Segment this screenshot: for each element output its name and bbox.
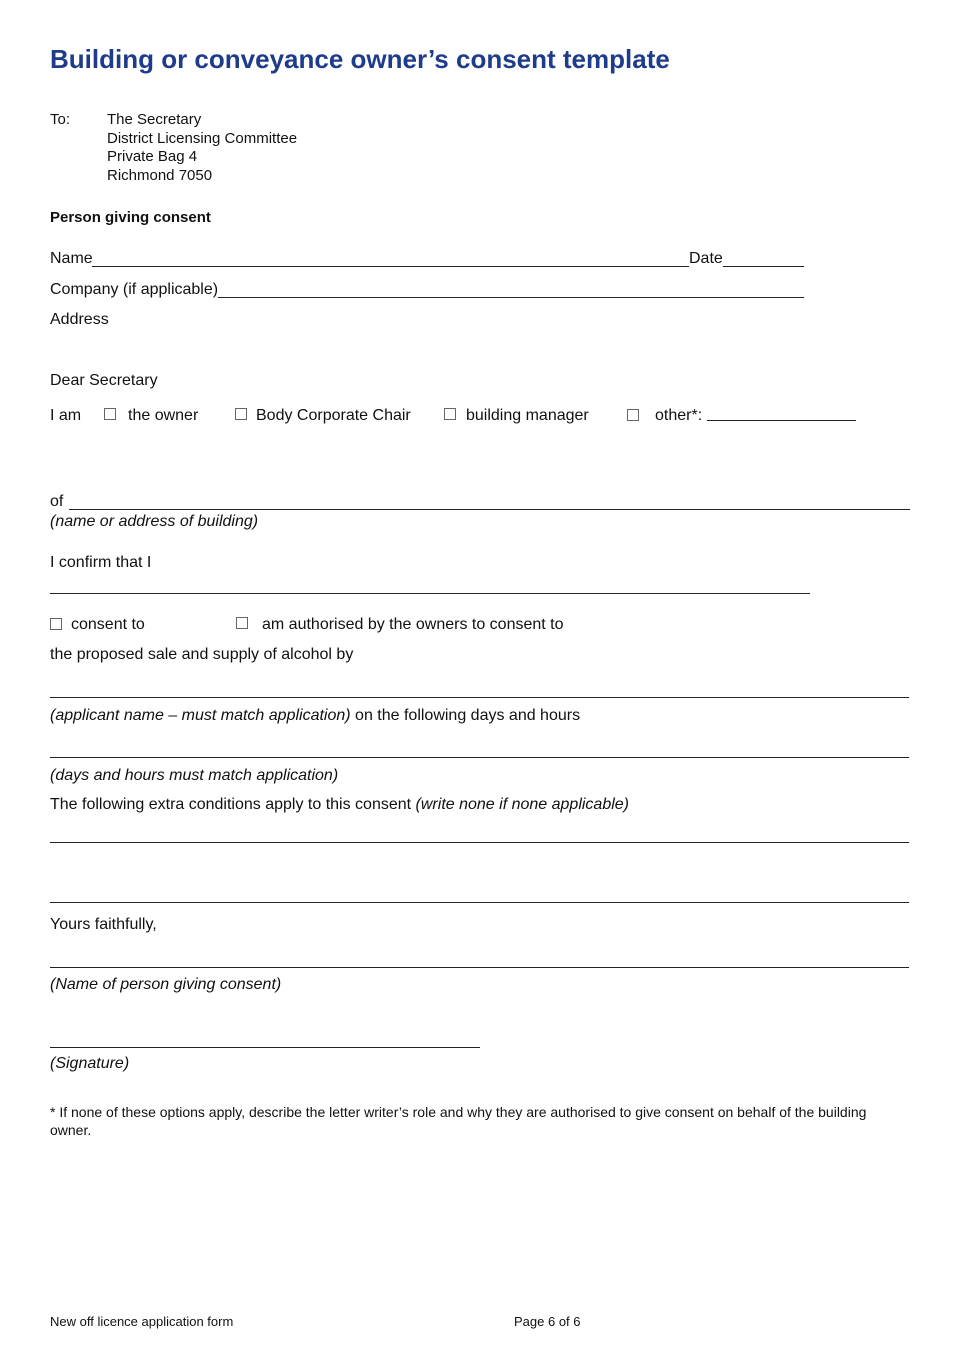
footer-form-name: New off licence application form <box>50 1314 234 1329</box>
building-manager-checkbox[interactable] <box>444 408 456 420</box>
confirm-field[interactable] <box>50 593 810 594</box>
address-label: Address <box>50 311 109 328</box>
footer-page-number: Page 6 of 6 <box>514 1314 581 1329</box>
conditions-field-2[interactable] <box>50 902 909 903</box>
authorised-label: am authorised by the owners to consent to <box>262 616 564 633</box>
authorised-checkbox[interactable] <box>236 617 248 629</box>
section-heading: Person giving consent <box>50 209 211 226</box>
conditions-hint: (write none if none applicable) <box>415 796 630 813</box>
days-hours-field[interactable] <box>50 757 909 758</box>
days-hint: (days and hours must match application) <box>50 767 339 784</box>
days-hours-text: on the following days and hours <box>350 707 581 724</box>
of-label: of <box>50 493 64 510</box>
to-label: To: <box>50 111 71 128</box>
role-label: I am <box>50 407 82 424</box>
closing: Yours faithfully, <box>50 916 157 933</box>
conditions-field-1[interactable] <box>50 842 909 843</box>
other-label: other*: <box>655 407 703 424</box>
company-label: Company (if applicable) <box>50 281 219 298</box>
building-manager-label: building manager <box>466 407 589 424</box>
conditions-line <box>50 796 629 814</box>
page-title: Building or conveyance owner’s consent template <box>50 44 670 74</box>
name-hint: (Name of person giving consent) <box>50 976 282 993</box>
date-label: Date <box>689 250 723 267</box>
salutation: Dear Secretary <box>50 372 158 389</box>
applicant-hint: (applicant name – must match application) <box>50 707 351 724</box>
body-corporate-chair-checkbox[interactable] <box>235 408 247 420</box>
name-label: Name <box>50 250 93 267</box>
address-line-1: The Secretary <box>107 111 202 128</box>
consenter-name-field[interactable] <box>50 967 909 968</box>
building-field[interactable] <box>69 509 910 510</box>
body-corporate-chair-label: Body Corporate Chair <box>256 407 411 424</box>
confirm-text: I confirm that I <box>50 554 152 571</box>
company-field[interactable] <box>218 297 804 298</box>
address-line-2: District Licensing Committee <box>107 130 298 147</box>
consent-to-checkbox[interactable] <box>50 618 62 630</box>
applicant-field[interactable] <box>50 697 909 698</box>
signature-field[interactable] <box>50 1047 480 1048</box>
owner-checkbox[interactable] <box>104 408 116 420</box>
footnote: * If none of these options apply, describe the letter writer’s role and why they are authorised to give consent on behalf of the building owner. <box>50 1104 867 1138</box>
conditions-text: The following extra conditions apply to this consent <box>50 796 416 813</box>
owner-option-label: the owner <box>128 407 199 424</box>
address-line-4: Richmond 7050 <box>107 167 213 184</box>
other-field[interactable] <box>707 420 856 421</box>
address-line-3: Private Bag 4 <box>107 148 198 165</box>
date-field[interactable] <box>723 266 804 267</box>
building-hint: (name or address of building) <box>50 513 259 530</box>
other-checkbox[interactable] <box>627 409 639 421</box>
signature-hint: (Signature) <box>50 1055 130 1072</box>
applicant-line <box>50 707 580 725</box>
consent-to-label: consent to <box>71 616 145 633</box>
sale-supply-text: the proposed sale and supply of alcohol by <box>50 646 354 663</box>
name-field[interactable] <box>92 266 689 267</box>
